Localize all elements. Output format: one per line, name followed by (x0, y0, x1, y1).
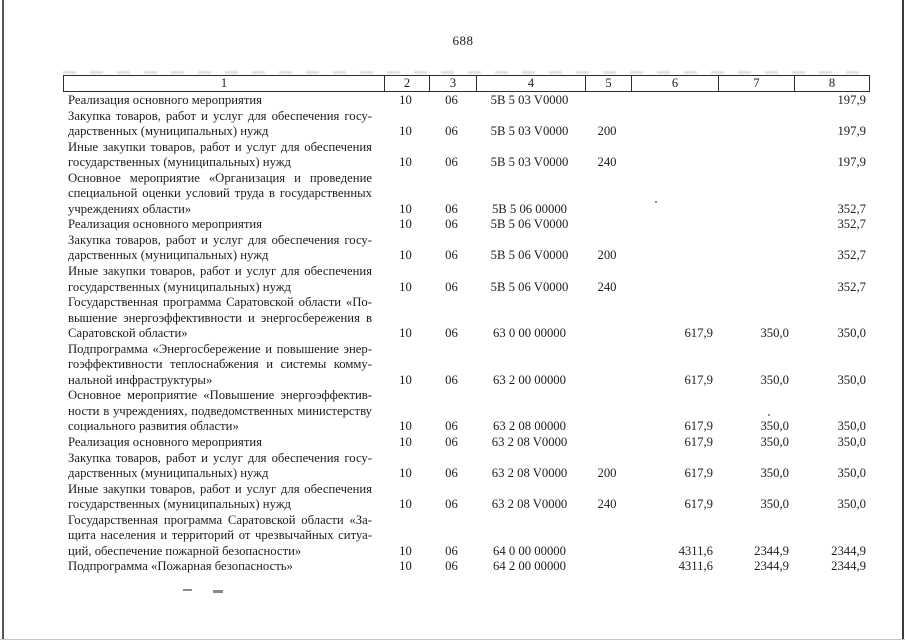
cell-section-code: 10 (399, 217, 412, 232)
header-cell-7: 7 (718, 76, 794, 91)
cell-amount-col7: 2344,9 (754, 543, 789, 558)
table-row (63, 388, 870, 435)
cell-target-article-code: 64 0 00 00000 (493, 543, 566, 558)
table-row (63, 109, 870, 140)
table-row (63, 140, 870, 171)
item-name-line: Саратовской области» (68, 326, 188, 341)
cell-amount-col6: 617,9 (684, 466, 713, 481)
cell-amount-col8: 197,9 (837, 155, 866, 170)
item-name-line: Реализация основного мероприятия (68, 93, 262, 107)
cell-expense-type-code (584, 419, 630, 435)
cell-expense-type-code (584, 373, 630, 389)
cell-amount-col6 (630, 155, 717, 171)
cell-target-article-code: 5B 5 06 V0000 (490, 248, 569, 263)
item-name-line: государственных (муниципальных) нужд (68, 279, 291, 294)
item-name-line: нальной инфраструктуры» (68, 372, 213, 387)
item-name-line: ций, обеспечение пожарной безопасности» (68, 543, 302, 558)
cell-section-code: 10 (399, 543, 412, 558)
cell-expense-type-code: 200 (597, 124, 617, 139)
cell-amount-col7 (717, 280, 793, 296)
cell-amount-col7: 2344,9 (754, 559, 789, 574)
header-cell-1: 1 (220, 76, 228, 90)
item-name-line: Государственная программа Саратовской области «За- (68, 512, 372, 527)
cell-expense-type-code: 240 (597, 497, 617, 512)
cell-amount-col7 (717, 202, 793, 218)
item-name-line: государственных (муниципальных) нужд (68, 497, 291, 512)
item-name-line: дарственных (муниципальных) нужд (68, 124, 269, 139)
cell-item-name (63, 264, 383, 295)
cell-section-code: 10 (399, 466, 412, 481)
cell-expense-type-code (584, 217, 630, 233)
cell-section-code: 10 (399, 124, 412, 139)
cell-expense-type-code: 240 (597, 155, 617, 170)
table-row (63, 342, 870, 389)
cell-subsection-code: 06 (445, 559, 458, 574)
cell-subsection-code: 06 (445, 248, 458, 263)
cell-target-article-code: 5B 5 06 00000 (491, 201, 568, 216)
item-name-line: гоэффективности теплоснабжения и системы комму- (68, 357, 372, 372)
cell-section-code: 10 (399, 201, 412, 216)
cell-target-article-code: 5B 5 03 V0000 (490, 124, 569, 139)
item-name-line: государственных (муниципальных) нужд (68, 155, 291, 170)
table-row (63, 435, 870, 451)
cell-target-article-code: 63 2 08 00000 (493, 419, 566, 434)
cell-subsection-code: 06 (445, 201, 458, 216)
cell-amount-col8: 350,0 (837, 497, 866, 512)
cell-amount-col6: 617,9 (684, 435, 713, 450)
cell-section-code: 10 (399, 435, 412, 450)
cell-expense-type-code (584, 544, 630, 560)
cell-amount-col7 (717, 155, 793, 171)
cell-amount-col6 (630, 280, 717, 296)
item-name-line: Государственная программа Саратовской области «По- (68, 295, 372, 310)
cell-amount-col8: 2344,9 (831, 559, 866, 574)
scan-artifact (213, 590, 223, 593)
cell-subsection-code: 06 (445, 155, 458, 170)
scan-speck (768, 414, 770, 416)
table-row (63, 233, 870, 264)
cell-amount-col6 (630, 248, 717, 264)
item-name-line: Закупка товаров, работ и услуг для обеспечения госу- (68, 108, 372, 123)
cell-subsection-code: 06 (445, 124, 458, 139)
cell-item-name (63, 217, 383, 233)
item-name-line: Закупка товаров, работ и услуг для обеспечения госу- (68, 450, 372, 465)
table-row (63, 264, 870, 295)
cell-amount-col6: 4311,6 (678, 543, 713, 558)
cell-subsection-code: 06 (445, 93, 458, 107)
header-cell-2: 2 (384, 76, 429, 91)
cell-amount-col6 (630, 202, 717, 218)
cell-amount-col7: 350,0 (760, 419, 789, 434)
cell-subsection-code: 06 (445, 217, 458, 232)
cell-expense-type-code: 240 (597, 279, 617, 294)
cell-amount-col8: 352,7 (837, 279, 866, 294)
cell-expense-type-code (584, 435, 630, 451)
item-name-line: Закупка товаров, работ и услуг для обеспечения госу- (68, 232, 372, 247)
cell-target-article-code: 5B 5 03 V0000 (490, 93, 569, 107)
cell-subsection-code: 06 (445, 543, 458, 558)
cell-amount-col7 (717, 93, 793, 109)
cell-subsection-code: 06 (445, 372, 458, 387)
header-cell-4: 4 (476, 76, 585, 91)
cell-item-name (63, 342, 383, 389)
cell-amount-col6: 617,9 (684, 497, 713, 512)
cell-item-name (63, 513, 383, 560)
header-cell-8: 8 (794, 76, 869, 91)
cell-amount-col8: 350,0 (837, 435, 866, 450)
cell-subsection-code: 06 (445, 419, 458, 434)
cell-item-name (63, 435, 383, 451)
cell-subsection-code: 06 (445, 497, 458, 512)
cell-amount-col7 (717, 248, 793, 264)
cell-target-article-code: 63 2 08 V0000 (491, 497, 568, 512)
cell-amount-col8: 2344,9 (831, 543, 866, 558)
cell-expense-type-code (584, 202, 630, 218)
cell-item-name (63, 171, 383, 218)
cell-amount-col8: 197,9 (837, 93, 866, 107)
cell-amount-col7: 350,0 (760, 435, 789, 450)
cell-amount-col8: 350,0 (837, 466, 866, 481)
item-name-line: Реализация основного мероприятия (68, 435, 262, 450)
item-name-line: специальной оценки условий труда в государственных (68, 186, 372, 201)
cell-item-name (63, 295, 383, 342)
cell-amount-col6: 617,9 (684, 419, 713, 434)
cell-target-article-code: 63 2 08 V0000 (491, 435, 568, 450)
cell-amount-col8: 197,9 (837, 124, 866, 139)
cell-subsection-code: 06 (445, 326, 458, 341)
cell-target-article-code: 63 0 00 00000 (493, 326, 566, 341)
item-name-line: Иные закупки товаров, работ и услуг для обеспечения (68, 139, 372, 154)
cell-item-name (63, 233, 383, 264)
cell-amount-col8: 352,7 (837, 201, 866, 216)
cell-item-name (63, 109, 383, 140)
item-name-line: Основное мероприятие «Повышение энергоэффектив- (68, 388, 372, 403)
cell-subsection-code: 06 (445, 466, 458, 481)
cell-amount-col6 (630, 124, 717, 140)
cell-section-code: 10 (399, 93, 412, 107)
cell-amount-col8: 352,7 (837, 248, 866, 263)
cell-section-code: 10 (399, 419, 412, 434)
cell-amount-col6 (630, 217, 717, 233)
cell-target-article-code: 5B 5 06 V0000 (490, 279, 569, 294)
header-cell-3: 3 (429, 76, 476, 91)
cell-amount-col8: 352,7 (837, 217, 866, 232)
cell-item-name (63, 140, 383, 171)
cell-amount-col7 (717, 124, 793, 140)
cell-amount-col7: 350,0 (760, 466, 789, 481)
table-row (63, 93, 870, 109)
item-name-line: учреждениях области» (68, 201, 192, 216)
cell-amount-col8: 350,0 (837, 372, 866, 387)
header-cell-6: 6 (631, 76, 718, 91)
item-name-line: щита населения и территорий от чрезвычайных ситуа- (68, 528, 372, 543)
cell-section-code: 10 (399, 372, 412, 387)
cell-expense-type-code: 200 (597, 248, 617, 263)
cell-section-code: 10 (399, 326, 412, 341)
cell-amount-col7 (717, 217, 793, 233)
cell-target-article-code: 5B 5 06 V0000 (490, 217, 569, 232)
cell-subsection-code: 06 (445, 279, 458, 294)
cell-amount-col6 (630, 93, 717, 109)
table-row (63, 171, 870, 218)
cell-target-article-code: 63 2 00 00000 (493, 372, 566, 387)
cell-expense-type-code (584, 559, 630, 575)
item-name-line: дарственных (муниципальных) нужд (68, 248, 269, 263)
cell-section-code: 10 (399, 155, 412, 170)
table-row (63, 217, 870, 233)
cell-expense-type-code: 200 (597, 466, 617, 481)
cell-target-article-code: 64 2 00 00000 (493, 559, 566, 574)
cell-amount-col6: 617,9 (684, 372, 713, 387)
item-name-line: ности в учреждениях, подведомственных министерству (68, 403, 372, 418)
header-cell-5: 5 (585, 76, 631, 91)
item-name-line: социального развития области» (68, 419, 239, 434)
item-name-line: Иные закупки товаров, работ и услуг для обеспечения (68, 264, 372, 279)
cell-amount-col7: 350,0 (760, 497, 789, 512)
page-number: 688 (452, 33, 474, 48)
scan-noise (63, 71, 870, 74)
budget-table (63, 75, 870, 575)
item-name-line: Подпрограмма «Энергосбережение и повышение энер- (68, 341, 372, 356)
cell-expense-type-code (584, 326, 630, 342)
cell-section-code: 10 (399, 497, 412, 512)
cell-item-name (63, 388, 383, 435)
cell-amount-col6: 617,9 (684, 326, 713, 341)
table-row (63, 451, 870, 482)
cell-amount-col8: 350,0 (837, 419, 866, 434)
item-name-line: дарственных (муниципальных) нужд (68, 466, 269, 481)
table-row (63, 295, 870, 342)
scan-artifact (183, 589, 192, 591)
cell-amount-col8: 350,0 (837, 326, 866, 341)
item-name-line: Подпрограмма «Пожарная безопасность» (68, 559, 293, 574)
table-row (63, 559, 870, 575)
cell-amount-col7: 350,0 (760, 326, 789, 341)
cell-item-name (63, 482, 383, 513)
cell-item-name (63, 93, 383, 109)
cell-subsection-code: 06 (445, 435, 458, 450)
item-name-line: Иные закупки товаров, работ и услуг для обеспечения (68, 481, 372, 496)
table-body (63, 93, 870, 575)
cell-item-name (63, 559, 383, 575)
cell-amount-col6: 4311,6 (678, 559, 713, 574)
table-header-row (63, 75, 870, 92)
cell-section-code: 10 (399, 248, 412, 263)
item-name-line: Реализация основного мероприятия (68, 217, 262, 232)
cell-section-code: 10 (399, 559, 412, 574)
scan-edge-right (902, 0, 904, 640)
cell-target-article-code: 5B 5 03 V0000 (490, 155, 569, 170)
item-name-line: Основное мероприятие «Организация и проведение (68, 170, 372, 185)
scan-speck (655, 201, 657, 203)
cell-section-code: 10 (399, 279, 412, 294)
item-name-line: вышение энергоэффективности и энергосбережения в (68, 310, 372, 325)
cell-amount-col7: 350,0 (760, 372, 789, 387)
table-row (63, 482, 870, 513)
cell-expense-type-code (584, 93, 630, 109)
scan-edge-left (2, 0, 4, 640)
cell-target-article-code: 63 2 08 V0000 (491, 466, 568, 481)
table-row (63, 513, 870, 560)
cell-item-name (63, 451, 383, 482)
